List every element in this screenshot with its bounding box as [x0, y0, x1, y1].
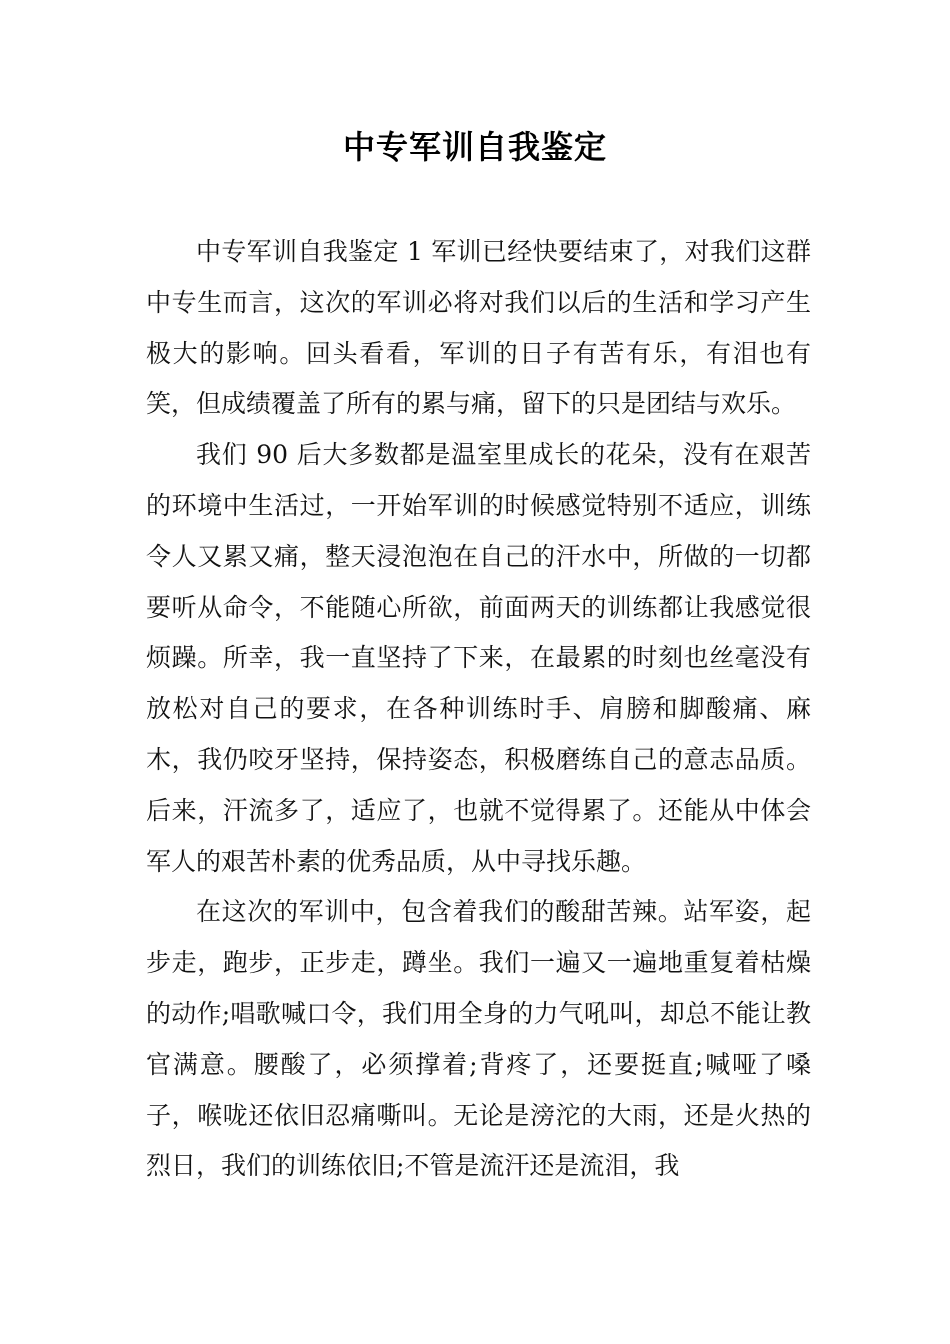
paragraph-1: 中专军训自我鉴定 1 军训已经快要结束了，对我们这群中专生而言，这次的军训必将对我们以后的生活和学习产生极大的影响。回头看看，军训的日子有苦有乐，有泪也有笑，但成绩覆盖了所有的累与痛，留下的只是团结与欢乐。 [146, 237, 811, 419]
document-body [146, 227, 811, 1192]
document-title: 中专军训自我鉴定 [342, 128, 607, 166]
paragraph-3: 在这次的军训中，包含着我们的酸甜苦辣。站军姿，起步走，跑步，正步走，蹲坐。我们一遍又一遍地重复着枯燥的动作;唱歌喊口令，我们用全身的力气吼叫，却总不能让教官满意。腰酸了，必须撑着;背疼了，还要挺直;喊哑了嗓子，喉咙还依旧忍痛嘶叫。无论是滂沱的大雨，还是火热的烈日，我们的训练依旧;不管是流汗还是流泪，我 [146, 897, 811, 1181]
paragraph-2: 我们 90 后大多数都是温室里成长的花朵，没有在艰苦的环境中生活过，一开始军训的时候感觉特别不适应，训练令人又累又痛，整天浸泡泡在自己的汗水中，所做的一切都要听从命令，不能随心所欲，前面两天的训练都让我感觉很烦躁。所幸，我一直坚持了下来，在最累的时刻也丝毫没有放松对自己的要求，在各种训练时手、肩膀和脚酸痛、麻木，我仍咬牙坚持，保持姿态，积极磨练自己的意志品质。后来，汗流多了，适应了，也就不觉得累了。还能从中体会军人的艰苦朴素的优秀品质，从中寻找乐趣。 [146, 440, 811, 876]
